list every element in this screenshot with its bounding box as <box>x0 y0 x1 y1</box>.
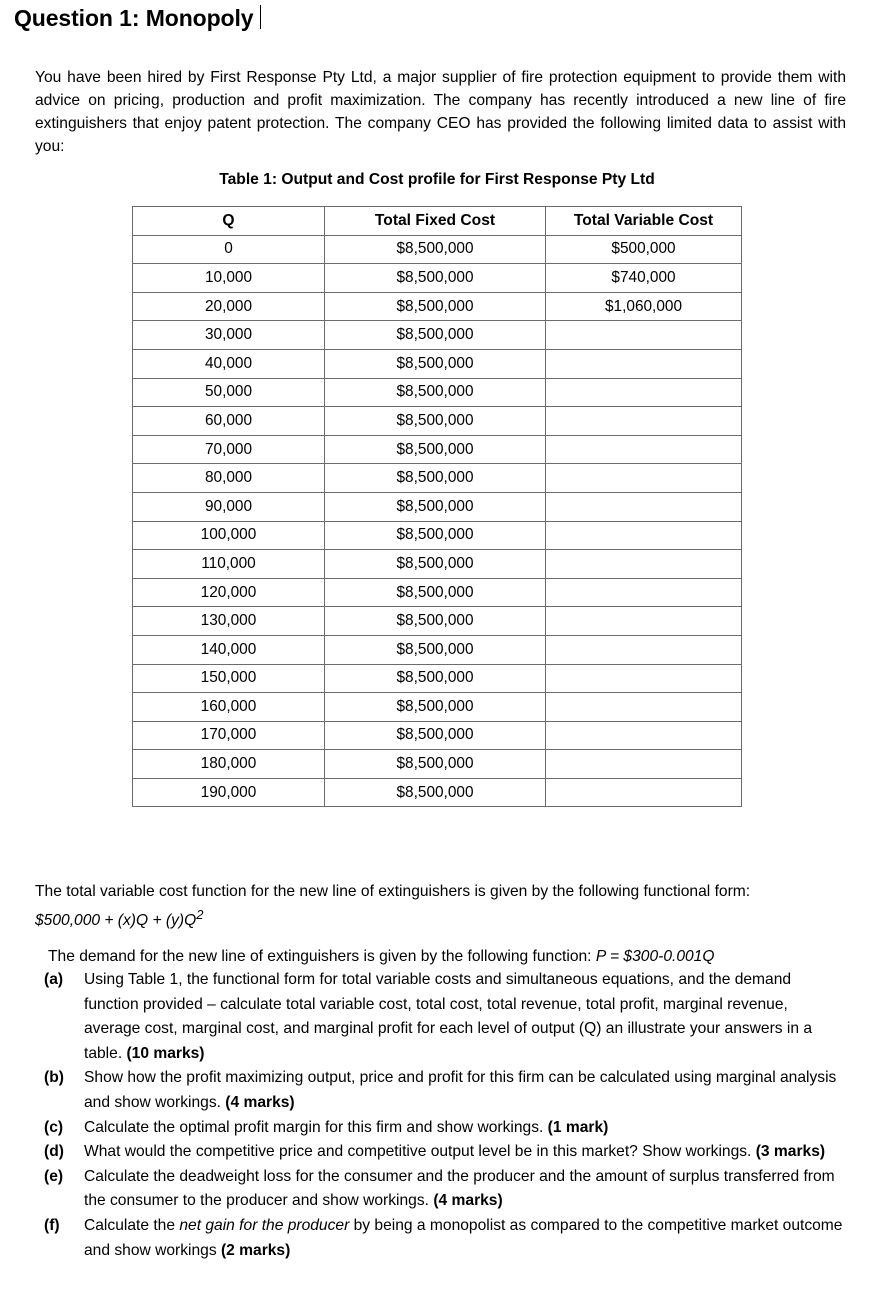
cell-total-variable-cost <box>546 607 742 636</box>
cell-total-fixed-cost: $8,500,000 <box>325 778 546 807</box>
question-item-c <box>44 1116 846 1141</box>
table-row <box>133 435 742 464</box>
tvc-expression: $500,000 + (x)Q + (y)Q <box>35 912 197 930</box>
cell-q: 50,000 <box>133 378 325 407</box>
table-row <box>133 521 742 550</box>
cell-total-fixed-cost: $8,500,000 <box>325 292 546 321</box>
question-item-f <box>44 1214 846 1263</box>
question-text-part: by being a monopolist as compared to the competitive market outcome and show workings <box>84 1216 843 1259</box>
cell-total-variable-cost: $500,000 <box>546 235 742 264</box>
cell-total-fixed-cost: $8,500,000 <box>325 407 546 436</box>
cell-total-fixed-cost: $8,500,000 <box>325 635 546 664</box>
question-marks: (4 marks) <box>433 1192 503 1210</box>
cell-total-fixed-cost: $8,500,000 <box>325 492 546 521</box>
cell-q: 180,000 <box>133 750 325 779</box>
cell-total-fixed-cost: $8,500,000 <box>325 235 546 264</box>
cell-total-fixed-cost: $8,500,000 <box>325 664 546 693</box>
cell-total-fixed-cost: $8,500,000 <box>325 349 546 378</box>
cell-total-fixed-cost: $8,500,000 <box>325 321 546 350</box>
table-row <box>133 492 742 521</box>
question-text-part: What would the competitive price and competitive output level be in this market? Show workings. <box>84 1143 756 1161</box>
demand-lead-text: The demand for the new line of extinguishers is given by the following function: <box>48 947 596 965</box>
cell-total-variable-cost <box>546 778 742 807</box>
question-item-b <box>44 1066 846 1115</box>
cell-total-fixed-cost: $8,500,000 <box>325 435 546 464</box>
cell-q: 60,000 <box>133 407 325 436</box>
question-text-part: Show how the profit maximizing output, price and profit for this firm can be calculated using marginal analysis and show workings. <box>84 1069 837 1111</box>
cell-q: 30,000 <box>133 321 325 350</box>
question-text <box>84 1165 846 1214</box>
cell-q: 110,000 <box>133 550 325 579</box>
question-marker: (f) <box>44 1216 60 1234</box>
column-header-q: Q <box>133 207 325 236</box>
text-caret <box>260 5 261 29</box>
question-marker: (b) <box>44 1069 64 1087</box>
question-marker: (c) <box>44 1118 64 1136</box>
table-row <box>133 693 742 722</box>
cell-q: 100,000 <box>133 521 325 550</box>
question-item-d <box>44 1140 846 1165</box>
demand-expression: P = $300-0.001Q <box>595 947 715 965</box>
table-row <box>133 235 742 264</box>
cell-total-variable-cost <box>546 750 742 779</box>
cell-q: 130,000 <box>133 607 325 636</box>
question-text <box>84 968 846 1066</box>
tvc-function-paragraph <box>35 880 814 933</box>
question-marker: (e) <box>44 1167 64 1185</box>
table-header-row <box>133 207 742 236</box>
cell-total-variable-cost <box>546 378 742 407</box>
tvc-lead-text: The total variable cost function for the new line of extinguishers is given by the following functional form: <box>35 882 751 900</box>
cell-q: 90,000 <box>133 492 325 521</box>
table-row <box>133 464 742 493</box>
cell-q: 80,000 <box>133 464 325 493</box>
table-row <box>133 349 742 378</box>
cell-total-fixed-cost: $8,500,000 <box>325 721 546 750</box>
cell-total-variable-cost <box>546 492 742 521</box>
question-text-emphasis: net gain for the producer <box>179 1216 350 1234</box>
cell-total-variable-cost <box>546 321 742 350</box>
cell-total-fixed-cost: $8,500,000 <box>325 550 546 579</box>
table-caption: Table 1: Output and Cost profile for First Response Pty Ltd <box>219 171 655 188</box>
table-row <box>133 550 742 579</box>
cell-q: 10,000 <box>133 264 325 293</box>
question-marks: (3 marks) <box>755 1143 826 1161</box>
output-cost-table <box>132 206 742 807</box>
cell-total-variable-cost <box>546 521 742 550</box>
table-row <box>133 292 742 321</box>
cell-total-variable-cost <box>546 435 742 464</box>
question-text-part: Calculate the optimal profit margin for this firm and show workings. <box>84 1118 548 1136</box>
table-row <box>133 635 742 664</box>
table-row <box>133 578 742 607</box>
question-marks: (4 marks) <box>225 1093 295 1111</box>
cell-q: 140,000 <box>133 635 325 664</box>
table-row <box>133 664 742 693</box>
table-row <box>133 378 742 407</box>
tvc-exponent: 2 <box>196 906 204 922</box>
question-list <box>44 968 846 1263</box>
cell-total-fixed-cost: $8,500,000 <box>325 264 546 293</box>
question-text-part: Using Table 1, the functional form for total variable costs and simultaneous equations, and the demand function provided – calculate total variable cost, total cost, total revenue, total profit, marginal revenue, average cost, marginal cost, and marginal profit for each level of output (Q) an illustrate your answers in a table. <box>84 971 813 1062</box>
table-body <box>133 235 742 807</box>
table-row <box>133 778 742 807</box>
cell-total-variable-cost: $1,060,000 <box>546 292 742 321</box>
cell-q: 0 <box>133 235 325 264</box>
cell-total-fixed-cost: $8,500,000 <box>325 521 546 550</box>
question-marker: (d) <box>44 1143 64 1161</box>
question-text-part: Calculate the deadweight loss for the consumer and the producer and the amount of surplus transferred from the consumer to the producer and show workings. <box>84 1167 835 1210</box>
cell-total-fixed-cost: $8,500,000 <box>325 750 546 779</box>
table-row <box>133 721 742 750</box>
cell-q: 190,000 <box>133 778 325 807</box>
column-header-total-variable-cost: Total Variable Cost <box>546 207 742 236</box>
question-text-part: Calculate the <box>84 1216 180 1234</box>
page-title-text: Question 1: Monopoly <box>14 5 254 31</box>
question-marker: (a) <box>44 971 64 988</box>
table-row <box>133 321 742 350</box>
table-row <box>133 264 742 293</box>
cell-total-variable-cost <box>546 407 742 436</box>
table-row <box>133 607 742 636</box>
question-text <box>84 1116 846 1141</box>
column-header-total-fixed-cost: Total Fixed Cost <box>325 207 546 236</box>
question-text <box>84 1066 846 1115</box>
cell-total-variable-cost <box>546 464 742 493</box>
cell-q: 160,000 <box>133 693 325 722</box>
cell-total-fixed-cost: $8,500,000 <box>325 607 546 636</box>
cell-total-variable-cost <box>546 578 742 607</box>
question-item-e <box>44 1165 846 1214</box>
page-title <box>14 2 261 32</box>
question-text <box>84 1214 846 1263</box>
cell-total-fixed-cost: $8,500,000 <box>325 693 546 722</box>
cell-q: 150,000 <box>133 664 325 693</box>
cell-q: 20,000 <box>133 292 325 321</box>
question-text <box>84 1140 846 1165</box>
cell-total-variable-cost <box>546 664 742 693</box>
question-marks: (10 marks) <box>126 1044 205 1062</box>
cell-total-variable-cost <box>546 635 742 664</box>
cell-total-variable-cost <box>546 693 742 722</box>
cell-total-variable-cost <box>546 349 742 378</box>
question-marks: (1 mark) <box>547 1118 609 1136</box>
cell-total-fixed-cost: $8,500,000 <box>325 464 546 493</box>
table-row <box>133 750 742 779</box>
cell-q: 70,000 <box>133 435 325 464</box>
cell-q: 40,000 <box>133 349 325 378</box>
question-marks: (2 marks) <box>220 1241 291 1259</box>
question-item-a <box>44 968 846 1066</box>
cell-total-variable-cost <box>546 550 742 579</box>
cell-total-fixed-cost: $8,500,000 <box>325 378 546 407</box>
intro-paragraph: You have been hired by First Response Pty Ltd, a major supplier of fire protection equipment to provide them with advice on pricing, production and profit maximization. The company has recently introduced a new line of fire extinguishers that enjoy patent protection. The company CEO has provided the following limited data to assist with you: <box>35 68 846 156</box>
cell-total-variable-cost <box>546 721 742 750</box>
demand-function-paragraph <box>48 945 848 968</box>
cell-total-fixed-cost: $8,500,000 <box>325 578 546 607</box>
cell-total-variable-cost: $740,000 <box>546 264 742 293</box>
cell-q: 120,000 <box>133 578 325 607</box>
cell-q: 170,000 <box>133 721 325 750</box>
table-row <box>133 407 742 436</box>
